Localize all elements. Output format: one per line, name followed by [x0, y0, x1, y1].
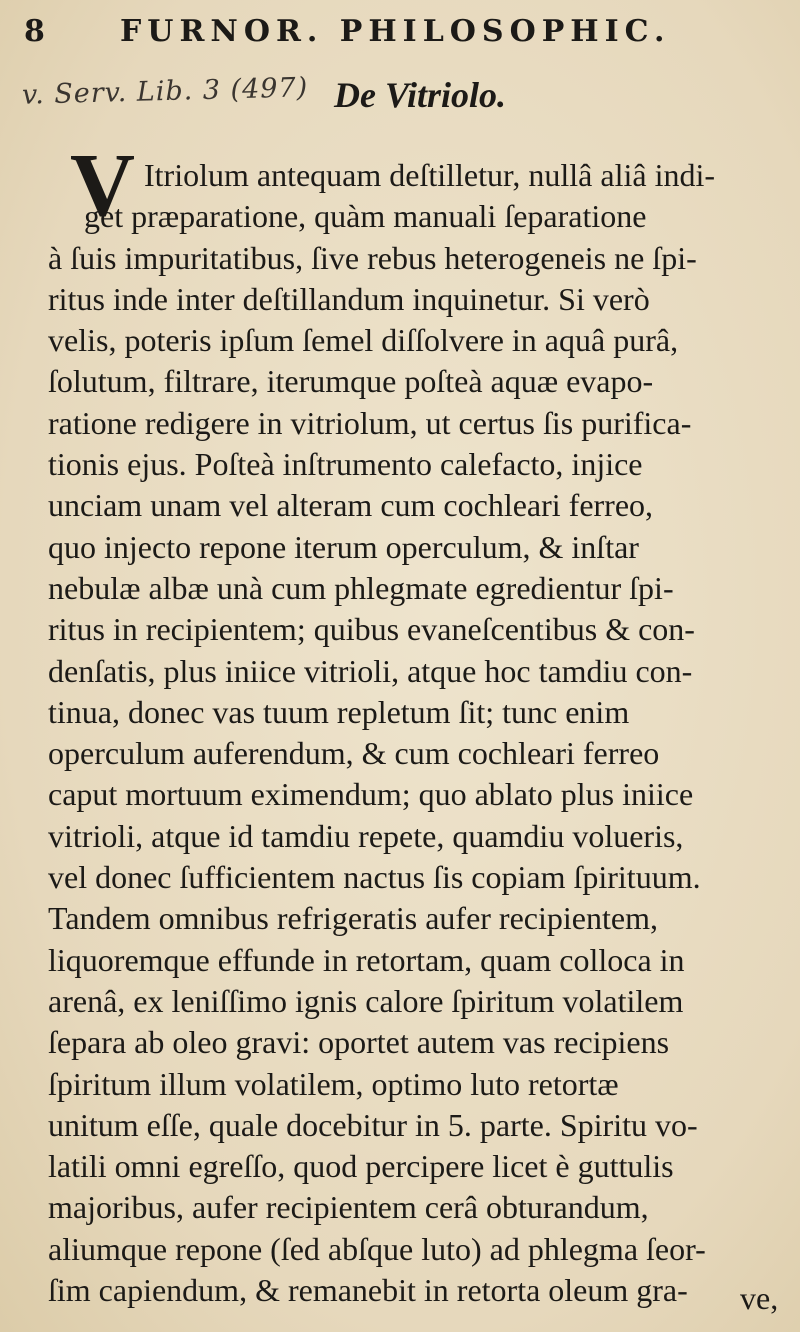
text-line: tinua, donec vas tuum repletum ſit; tunc enim: [48, 693, 630, 730]
section-title: De Vitriolo.: [334, 75, 507, 115]
drop-cap: V: [70, 136, 135, 235]
text-line: tionis ejus. Poſteà inſtrumento calefacto, injice: [48, 446, 643, 483]
text-line: nebulæ albæ unà cum phlegmate egredientur ſpi-: [48, 569, 674, 606]
text-line: Tandem omnibus refrigeratis aufer recipientem,: [48, 900, 658, 937]
page-number: 8: [24, 14, 46, 49]
text-line: ritus inde inter deſtillandum inquinetur. Si verò: [48, 280, 650, 317]
text-line: operculum auferendum, & cum cochleari ferreo: [48, 735, 660, 772]
running-title: FURNOR. PHILOSOPHIC.: [120, 14, 671, 49]
text-line: unciam unam vel alteram cum cochleari ferreo,: [48, 487, 654, 524]
text-line: get præparatione, quàm manuali ſeparatione: [84, 198, 647, 235]
text-line: ratione redigere in vitriolum, ut certus ſis purifica-: [48, 404, 692, 441]
text-line: ſepara ab oleo gravi: oportet autem vas recipiens: [48, 1024, 670, 1061]
text-line: majoribus, aufer recipientem cerâ obturandum,: [48, 1189, 649, 1226]
text-line: velis, poteris ipſum ſemel diſſolvere in aquâ purâ,: [48, 322, 679, 359]
catchword: ve,: [740, 1280, 779, 1316]
text-line: ritus in recipientem; quibus evaneſcentibus & con-: [48, 611, 695, 648]
text-line: aliumque repone (ſed abſque luto) ad phlegma ſeor-: [48, 1230, 706, 1267]
text-line: quo injecto repone iterum operculum, & inſtar: [48, 528, 639, 565]
text-line: denſatis, plus iniice vitrioli, atque hoc tamdiu con-: [48, 652, 693, 689]
handwritten-annotation: v. Serv. Lib. 3 (497): [21, 72, 309, 111]
text-line: caput mortuum eximendum; quo ablato plus iniice: [48, 776, 694, 813]
running-head: [0, 8, 800, 58]
text-line: à ſuis impuritatibus, ſive rebus heterogeneis ne ſpi-: [48, 239, 697, 276]
text-line: Itriolum antequam deſtilletur, nullâ aliâ indi-: [144, 157, 715, 193]
text-line: ſim capiendum, & remanebit in retorta oleum gra-: [48, 1272, 688, 1309]
text-line: vitrioli, atque id tamdiu repete, quamdiu volueris,: [48, 817, 684, 854]
text-line: vel donec ſufficientem nactus ſis copiam ſpirituum.: [48, 859, 701, 896]
text-line: arenâ, ex leniſſimo ignis calore ſpiritum volatilem: [48, 982, 684, 1019]
text-line: ſolutum, filtrare, iterumque poſteà aquæ evapo-: [48, 363, 654, 400]
body-text: [48, 155, 793, 1311]
text-line: latili omni egreſſo, quod percipere licet è guttulis: [48, 1148, 674, 1185]
text-line: unitum eſſe, quale docebitur in 5. parte. Spiritu vo-: [48, 1106, 698, 1143]
text-line: liquoremque effunde in retortam, quam colloca in: [48, 941, 685, 978]
text-line: ſpiritum illum volatilem, optimo luto retortæ: [48, 1065, 619, 1102]
